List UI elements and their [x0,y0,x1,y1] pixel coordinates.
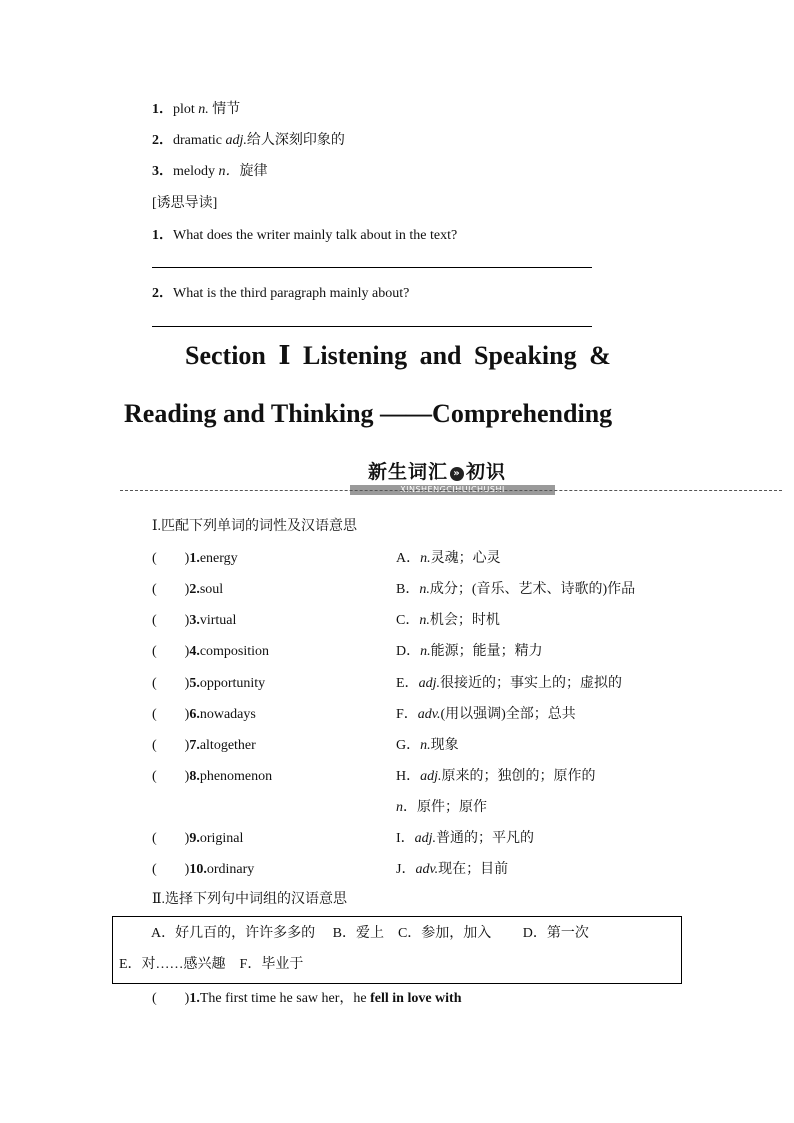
option-pos: adj. [414,831,437,846]
option-letter: D． [396,644,421,659]
vocab-note-meaning: 旋律 [239,164,268,179]
vocab-note-pos: n． [218,164,240,179]
vocab-note-pos: adj. [225,133,247,148]
part1-heading: Ⅰ.匹配下列单词的词性及汉语意思 [152,519,358,534]
arrow-right-icon: » [450,467,464,481]
guide-heading: [诱思导读] [152,196,218,211]
answer-blank[interactable]: ( ) [152,644,190,659]
option-item [396,703,576,723]
option-item [396,640,543,660]
word-item [152,672,265,692]
answer-blank[interactable]: ( ) [152,676,190,691]
option-meaning: 普通的；平凡的 [436,831,535,846]
word-number: 7. [189,738,200,753]
banner-title [368,457,506,484]
option-item [396,765,596,785]
answer-blank[interactable]: ( ) [152,991,190,1006]
option-letter: G． [396,738,421,753]
option-item [396,734,459,754]
option-meaning: ．原件；原作 [403,800,487,815]
phrase-options-box [112,916,682,984]
word-number: 8. [189,769,200,784]
option-item [396,578,635,598]
answer-blank[interactable]: ( ) [152,769,190,784]
guide-question-text: What does the writer mainly talk about in the text? [173,228,458,243]
word-item [152,578,223,598]
option-pos: n. [420,738,431,753]
banner-subtitle: XINSHENGCIHUICHUSHI [350,485,555,495]
option-meaning: 灵魂；心灵 [430,551,501,566]
vocab-note-1 [152,98,240,118]
guide-question-1 [152,224,457,244]
sentence-number: 1. [189,991,200,1006]
option-pos: adj. [420,769,442,784]
word-text: phenomenon [199,769,273,784]
option-item [396,796,487,816]
option-item [396,827,534,847]
word-number: 1. [189,551,200,566]
vocab-note-3 [152,160,268,180]
option-item [396,858,508,878]
guide-question-number: 2． [152,286,173,301]
word-text: composition [199,644,270,659]
word-number: 10. [189,862,207,877]
option-meaning: 很接近的；事实上的；虚拟的 [439,676,622,691]
option-letter: C． [396,613,420,628]
word-text: virtual [199,613,237,628]
option-meaning: 现在；目前 [438,862,509,877]
phrase-options-line-2: E．对……感兴趣 F．毕业于 [119,957,304,972]
answer-blank[interactable]: ( ) [152,862,190,877]
vocab-note-word: melody [173,164,219,179]
vocab-note-number: 2． [152,133,173,148]
option-letter: E． [396,676,419,691]
vocab-note-meaning: 给人深刻印象的 [246,133,345,148]
option-item [396,672,622,692]
word-item [152,703,256,723]
option-pos: n [396,800,403,815]
word-number: 2. [189,582,200,597]
vocab-note-number: 1． [152,102,173,117]
option-letter: B． [396,582,420,597]
option-pos: n. [420,644,431,659]
word-text: altogether [199,738,256,753]
section-title-line-1: Section Ⅰ Listening and Speaking & [185,341,611,370]
option-meaning: 原来的；独创的；原作的 [441,769,596,784]
option-pos: n. [419,582,430,597]
answer-blank[interactable]: ( ) [152,738,190,753]
answer-blank[interactable]: ( ) [152,582,190,597]
word-number: 6. [189,707,200,722]
guide-question-text: What is the third paragraph mainly about? [173,286,410,301]
word-number: 9. [189,831,200,846]
word-number: 4. [189,644,200,659]
word-item [152,765,272,785]
answer-blank[interactable]: ( ) [152,551,190,566]
answer-line-1[interactable] [152,267,592,268]
part2-heading: Ⅱ.选择下列句中词组的汉语意思 [152,892,348,907]
phrase-options-line-1: A．好几百的，许许多多的 B．爱上 C．参加，加入 D．第一次 [151,926,589,941]
option-meaning: (用以强调)全部；总共 [440,707,576,722]
option-letter: A． [396,551,421,566]
option-letter: H． [396,769,421,784]
word-number: 3. [189,613,200,628]
option-pos: n. [419,613,430,628]
option-pos: adv. [415,862,439,877]
section-title-line-2: Reading and Thinking ——Comprehending [124,399,613,428]
option-meaning: 成分；(音乐、艺术、诗歌的)作品 [429,582,636,597]
guide-question-2 [152,282,409,302]
vocab-note-pos: n. [198,102,209,117]
banner-title-a: 新生词汇 [368,461,449,483]
word-item [152,734,256,754]
vocab-note-2 [152,129,345,149]
option-meaning: 机会；时机 [429,613,500,628]
vocab-note-word: dramatic [173,133,226,148]
sentence-item-1 [152,987,462,1007]
option-item [396,547,501,567]
option-meaning: 现象 [430,738,459,753]
vocab-note-word: plot [173,102,199,117]
word-number: 5. [189,676,200,691]
word-text: nowadays [199,707,256,722]
guide-question-number: 1． [152,228,173,243]
vocab-note-meaning: 情节 [208,102,241,117]
word-text: soul [199,582,224,597]
answer-blank[interactable]: ( ) [152,707,190,722]
word-item [152,609,236,629]
word-text: original [199,831,244,846]
option-meaning: 能源；能量；精力 [430,644,543,659]
option-letter: F． [396,707,418,722]
dashed-divider [120,490,782,491]
word-item [152,640,269,660]
option-pos: n. [420,551,431,566]
word-text: ordinary [206,862,255,877]
option-item [396,609,500,629]
word-text: energy [199,551,238,566]
answer-line-2[interactable] [152,326,592,327]
vocab-note-number: 3． [152,164,173,179]
word-text: opportunity [199,676,266,691]
answer-blank[interactable]: ( ) [152,613,190,628]
sentence-phrase: fell in love with [370,991,462,1006]
banner-title-b: 初识 [466,461,507,483]
sentence-text: The first time he saw her，he [199,991,371,1006]
option-letter: I． [396,831,415,846]
option-pos: adv. [417,707,441,722]
word-item [152,858,254,878]
word-item [152,547,238,567]
answer-blank[interactable]: ( ) [152,831,190,846]
option-pos: adj. [418,676,440,691]
option-letter: J． [396,862,416,877]
word-item [152,827,243,847]
